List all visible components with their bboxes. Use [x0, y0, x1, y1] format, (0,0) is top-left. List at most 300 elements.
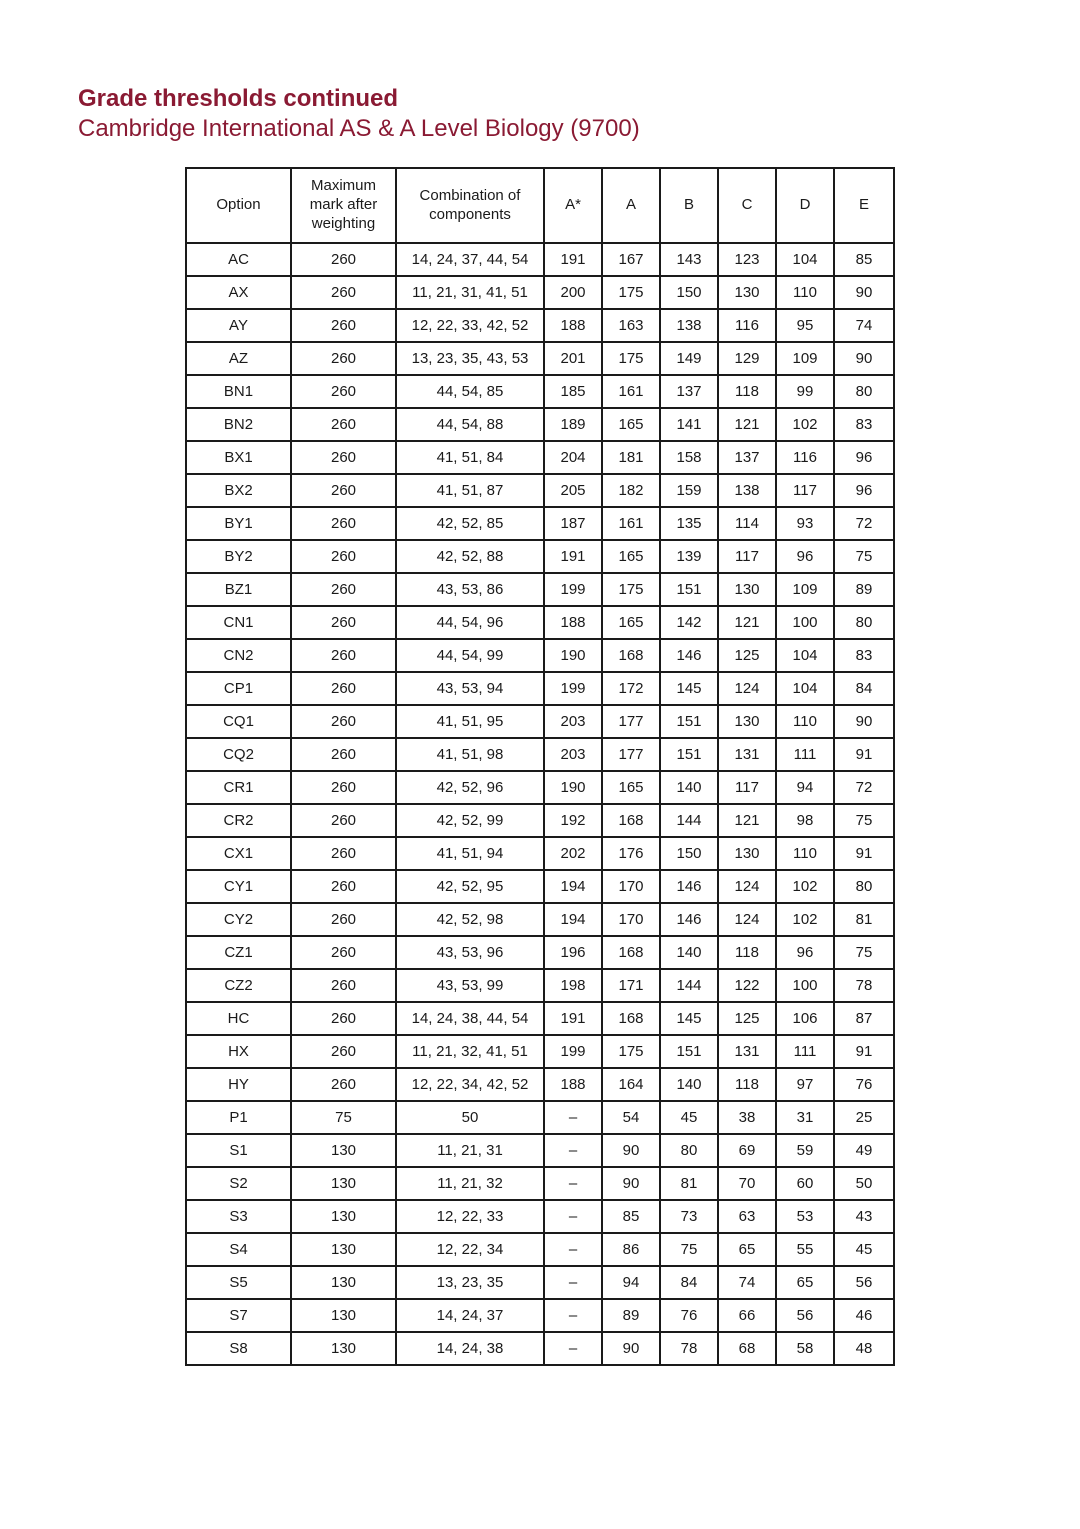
cell-d: 96 — [776, 936, 834, 969]
cell-e: 25 — [834, 1101, 894, 1134]
cell-a: 86 — [602, 1233, 660, 1266]
cell-max-mark: 130 — [291, 1200, 396, 1233]
cell-c: 38 — [718, 1101, 776, 1134]
cell-e: 96 — [834, 474, 894, 507]
cell-a: 161 — [602, 507, 660, 540]
cell-max-mark: 260 — [291, 342, 396, 375]
cell-components: 41, 51, 98 — [396, 738, 544, 771]
cell-b: 150 — [660, 276, 718, 309]
cell-option: S8 — [186, 1332, 291, 1365]
cell-c: 118 — [718, 936, 776, 969]
cell-d: 65 — [776, 1266, 834, 1299]
cell-components: 43, 53, 86 — [396, 573, 544, 606]
cell-a: 170 — [602, 903, 660, 936]
column-header-max-mark: Maximum mark after weighting — [291, 168, 396, 243]
cell-components: 13, 23, 35, 43, 53 — [396, 342, 544, 375]
cell-b: 149 — [660, 342, 718, 375]
cell-b: 146 — [660, 870, 718, 903]
cell-c: 121 — [718, 408, 776, 441]
cell-max-mark: 260 — [291, 573, 396, 606]
table-row — [186, 1068, 894, 1101]
cell-e: 96 — [834, 441, 894, 474]
cell-c: 130 — [718, 573, 776, 606]
cell-c: 66 — [718, 1299, 776, 1332]
cell-c: 130 — [718, 705, 776, 738]
column-header-a: A — [602, 168, 660, 243]
cell-option: CZ1 — [186, 936, 291, 969]
table-row — [186, 441, 894, 474]
cell-b: 146 — [660, 639, 718, 672]
cell-components: 41, 51, 95 — [396, 705, 544, 738]
cell-a-star: 204 — [544, 441, 602, 474]
cell-a: 181 — [602, 441, 660, 474]
cell-e: 75 — [834, 936, 894, 969]
table-row — [186, 969, 894, 1002]
cell-e: 74 — [834, 309, 894, 342]
cell-c: 131 — [718, 1035, 776, 1068]
cell-d: 96 — [776, 540, 834, 573]
cell-a: 89 — [602, 1299, 660, 1332]
cell-e: 84 — [834, 672, 894, 705]
table-row — [186, 771, 894, 804]
cell-c: 74 — [718, 1266, 776, 1299]
cell-b: 145 — [660, 1002, 718, 1035]
cell-option: S2 — [186, 1167, 291, 1200]
cell-a-star: 188 — [544, 309, 602, 342]
cell-a-star: 199 — [544, 1035, 602, 1068]
cell-components: 44, 54, 88 — [396, 408, 544, 441]
cell-components: 12, 22, 34 — [396, 1233, 544, 1266]
cell-a-star: – — [544, 1266, 602, 1299]
cell-option: S4 — [186, 1233, 291, 1266]
table-row — [186, 903, 894, 936]
cell-option: BZ1 — [186, 573, 291, 606]
cell-d: 104 — [776, 672, 834, 705]
cell-a-star: 201 — [544, 342, 602, 375]
cell-b: 141 — [660, 408, 718, 441]
cell-d: 95 — [776, 309, 834, 342]
cell-components: 41, 51, 87 — [396, 474, 544, 507]
table-row — [186, 1035, 894, 1068]
cell-a-star: – — [544, 1200, 602, 1233]
cell-d: 99 — [776, 375, 834, 408]
cell-option: CX1 — [186, 837, 291, 870]
cell-d: 116 — [776, 441, 834, 474]
cell-d: 111 — [776, 1035, 834, 1068]
cell-option: CR2 — [186, 804, 291, 837]
cell-a-star: – — [544, 1167, 602, 1200]
cell-max-mark: 260 — [291, 870, 396, 903]
cell-a-star: 194 — [544, 870, 602, 903]
cell-e: 85 — [834, 243, 894, 276]
cell-max-mark: 130 — [291, 1167, 396, 1200]
cell-a: 175 — [602, 342, 660, 375]
table-row — [186, 243, 894, 276]
cell-c: 65 — [718, 1233, 776, 1266]
cell-max-mark: 260 — [291, 969, 396, 1002]
cell-a: 172 — [602, 672, 660, 705]
cell-a: 168 — [602, 804, 660, 837]
cell-c: 121 — [718, 804, 776, 837]
cell-option: BX2 — [186, 474, 291, 507]
cell-option: BY1 — [186, 507, 291, 540]
cell-option: HY — [186, 1068, 291, 1101]
cell-option: AX — [186, 276, 291, 309]
cell-option: CY2 — [186, 903, 291, 936]
cell-c: 123 — [718, 243, 776, 276]
cell-d: 94 — [776, 771, 834, 804]
cell-components: 44, 54, 96 — [396, 606, 544, 639]
cell-b: 151 — [660, 1035, 718, 1068]
cell-option: S1 — [186, 1134, 291, 1167]
cell-d: 109 — [776, 342, 834, 375]
table-row — [186, 276, 894, 309]
table-row — [186, 672, 894, 705]
cell-option: CY1 — [186, 870, 291, 903]
cell-d: 102 — [776, 903, 834, 936]
cell-max-mark: 260 — [291, 705, 396, 738]
cell-c: 125 — [718, 1002, 776, 1035]
cell-a: 90 — [602, 1332, 660, 1365]
table-row — [186, 1101, 894, 1134]
cell-a-star: 188 — [544, 606, 602, 639]
page-title: Grade thresholds continued — [78, 85, 399, 112]
cell-e: 91 — [834, 1035, 894, 1068]
cell-e: 72 — [834, 507, 894, 540]
table-row — [186, 1299, 894, 1332]
cell-b: 144 — [660, 969, 718, 1002]
table-row — [186, 1200, 894, 1233]
cell-c: 117 — [718, 771, 776, 804]
table-row — [186, 705, 894, 738]
cell-a-star: 191 — [544, 540, 602, 573]
cell-e: 89 — [834, 573, 894, 606]
cell-a-star: 196 — [544, 936, 602, 969]
cell-option: HC — [186, 1002, 291, 1035]
cell-option: S5 — [186, 1266, 291, 1299]
cell-max-mark: 260 — [291, 936, 396, 969]
cell-components: 42, 52, 88 — [396, 540, 544, 573]
cell-max-mark: 260 — [291, 408, 396, 441]
column-header-c: C — [718, 168, 776, 243]
cell-b: 151 — [660, 705, 718, 738]
cell-e: 48 — [834, 1332, 894, 1365]
cell-a-star: 198 — [544, 969, 602, 1002]
cell-a: 177 — [602, 705, 660, 738]
cell-components: 43, 53, 96 — [396, 936, 544, 969]
cell-a-star: – — [544, 1332, 602, 1365]
cell-components: 14, 24, 38 — [396, 1332, 544, 1365]
cell-max-mark: 130 — [291, 1134, 396, 1167]
cell-option: BX1 — [186, 441, 291, 474]
cell-max-mark: 130 — [291, 1299, 396, 1332]
cell-a: 175 — [602, 276, 660, 309]
cell-e: 83 — [834, 408, 894, 441]
cell-d: 106 — [776, 1002, 834, 1035]
cell-components: 43, 53, 94 — [396, 672, 544, 705]
grade-thresholds-table — [185, 167, 895, 1366]
column-header-option: Option — [186, 168, 291, 243]
cell-b: 135 — [660, 507, 718, 540]
cell-components: 42, 52, 98 — [396, 903, 544, 936]
cell-b: 76 — [660, 1299, 718, 1332]
cell-d: 104 — [776, 639, 834, 672]
table-row — [186, 1002, 894, 1035]
cell-max-mark: 260 — [291, 276, 396, 309]
cell-e: 81 — [834, 903, 894, 936]
cell-a-star: – — [544, 1134, 602, 1167]
cell-c: 137 — [718, 441, 776, 474]
cell-components: 11, 21, 32, 41, 51 — [396, 1035, 544, 1068]
cell-e: 80 — [834, 870, 894, 903]
cell-e: 75 — [834, 804, 894, 837]
cell-a: 177 — [602, 738, 660, 771]
cell-components: 12, 22, 34, 42, 52 — [396, 1068, 544, 1101]
cell-d: 93 — [776, 507, 834, 540]
cell-max-mark: 260 — [291, 606, 396, 639]
cell-a-star: – — [544, 1101, 602, 1134]
cell-max-mark: 260 — [291, 771, 396, 804]
cell-e: 49 — [834, 1134, 894, 1167]
column-header-b: B — [660, 168, 718, 243]
cell-b: 45 — [660, 1101, 718, 1134]
cell-components: 42, 52, 96 — [396, 771, 544, 804]
table-row — [186, 738, 894, 771]
column-header-a-star: A* — [544, 168, 602, 243]
cell-a-star: – — [544, 1233, 602, 1266]
cell-e: 90 — [834, 276, 894, 309]
cell-components: 42, 52, 95 — [396, 870, 544, 903]
cell-max-mark: 260 — [291, 639, 396, 672]
cell-e: 80 — [834, 375, 894, 408]
cell-b: 158 — [660, 441, 718, 474]
cell-a: 168 — [602, 936, 660, 969]
cell-a: 164 — [602, 1068, 660, 1101]
cell-a-star: 190 — [544, 771, 602, 804]
page-subtitle: Cambridge International AS & A Level Biology (9700) — [78, 115, 640, 142]
cell-e: 43 — [834, 1200, 894, 1233]
cell-a: 171 — [602, 969, 660, 1002]
cell-e: 45 — [834, 1233, 894, 1266]
cell-option: CZ2 — [186, 969, 291, 1002]
cell-d: 56 — [776, 1299, 834, 1332]
cell-components: 43, 53, 99 — [396, 969, 544, 1002]
cell-components: 41, 51, 94 — [396, 837, 544, 870]
cell-a: 168 — [602, 1002, 660, 1035]
cell-b: 140 — [660, 1068, 718, 1101]
cell-c: 118 — [718, 375, 776, 408]
cell-e: 75 — [834, 540, 894, 573]
cell-a: 90 — [602, 1167, 660, 1200]
cell-a: 161 — [602, 375, 660, 408]
cell-d: 100 — [776, 969, 834, 1002]
cell-option: BN1 — [186, 375, 291, 408]
cell-c: 68 — [718, 1332, 776, 1365]
cell-b: 150 — [660, 837, 718, 870]
table-row — [186, 936, 894, 969]
table-row — [186, 870, 894, 903]
cell-a-star: 194 — [544, 903, 602, 936]
cell-e: 56 — [834, 1266, 894, 1299]
cell-c: 121 — [718, 606, 776, 639]
cell-option: AY — [186, 309, 291, 342]
cell-b: 151 — [660, 738, 718, 771]
cell-d: 100 — [776, 606, 834, 639]
cell-option: BN2 — [186, 408, 291, 441]
table-header-row — [186, 168, 894, 243]
cell-b: 159 — [660, 474, 718, 507]
cell-max-mark: 75 — [291, 1101, 396, 1134]
cell-a: 170 — [602, 870, 660, 903]
cell-c: 124 — [718, 903, 776, 936]
column-header-e: E — [834, 168, 894, 243]
cell-a: 175 — [602, 573, 660, 606]
cell-a-star: 203 — [544, 705, 602, 738]
cell-components: 11, 21, 32 — [396, 1167, 544, 1200]
cell-a-star: 191 — [544, 243, 602, 276]
cell-d: 58 — [776, 1332, 834, 1365]
cell-a-star: 192 — [544, 804, 602, 837]
table-row — [186, 474, 894, 507]
cell-c: 124 — [718, 672, 776, 705]
cell-components: 44, 54, 85 — [396, 375, 544, 408]
cell-c: 69 — [718, 1134, 776, 1167]
cell-e: 91 — [834, 837, 894, 870]
cell-option: CQ2 — [186, 738, 291, 771]
table-row — [186, 309, 894, 342]
cell-a: 168 — [602, 639, 660, 672]
cell-a-star: 185 — [544, 375, 602, 408]
cell-b: 139 — [660, 540, 718, 573]
cell-c: 129 — [718, 342, 776, 375]
cell-a: 54 — [602, 1101, 660, 1134]
cell-d: 111 — [776, 738, 834, 771]
cell-a: 163 — [602, 309, 660, 342]
cell-a-star: 200 — [544, 276, 602, 309]
cell-max-mark: 260 — [291, 507, 396, 540]
cell-max-mark: 260 — [291, 804, 396, 837]
cell-option: S7 — [186, 1299, 291, 1332]
cell-option: CN1 — [186, 606, 291, 639]
cell-c: 63 — [718, 1200, 776, 1233]
cell-d: 31 — [776, 1101, 834, 1134]
cell-c: 117 — [718, 540, 776, 573]
cell-components: 13, 23, 35 — [396, 1266, 544, 1299]
cell-max-mark: 260 — [291, 1002, 396, 1035]
cell-b: 142 — [660, 606, 718, 639]
cell-a-star: 203 — [544, 738, 602, 771]
cell-max-mark: 260 — [291, 441, 396, 474]
cell-c: 138 — [718, 474, 776, 507]
table-row — [186, 540, 894, 573]
cell-b: 140 — [660, 936, 718, 969]
cell-d: 55 — [776, 1233, 834, 1266]
cell-max-mark: 260 — [291, 540, 396, 573]
cell-c: 118 — [718, 1068, 776, 1101]
cell-option: CN2 — [186, 639, 291, 672]
cell-b: 75 — [660, 1233, 718, 1266]
cell-b: 81 — [660, 1167, 718, 1200]
cell-max-mark: 130 — [291, 1266, 396, 1299]
table-row — [186, 507, 894, 540]
table-row — [186, 1266, 894, 1299]
cell-a: 167 — [602, 243, 660, 276]
cell-components: 14, 24, 37 — [396, 1299, 544, 1332]
cell-components: 42, 52, 99 — [396, 804, 544, 837]
cell-d: 110 — [776, 837, 834, 870]
cell-e: 78 — [834, 969, 894, 1002]
cell-a-star: 202 — [544, 837, 602, 870]
cell-e: 90 — [834, 342, 894, 375]
table-row — [186, 375, 894, 408]
cell-e: 72 — [834, 771, 894, 804]
cell-b: 151 — [660, 573, 718, 606]
cell-max-mark: 260 — [291, 474, 396, 507]
cell-max-mark: 260 — [291, 309, 396, 342]
cell-a: 90 — [602, 1134, 660, 1167]
cell-components: 11, 21, 31 — [396, 1134, 544, 1167]
cell-d: 110 — [776, 276, 834, 309]
cell-c: 124 — [718, 870, 776, 903]
cell-a: 94 — [602, 1266, 660, 1299]
cell-components: 12, 22, 33 — [396, 1200, 544, 1233]
cell-option: BY2 — [186, 540, 291, 573]
cell-e: 50 — [834, 1167, 894, 1200]
cell-a-star: 190 — [544, 639, 602, 672]
cell-a: 165 — [602, 540, 660, 573]
cell-b: 144 — [660, 804, 718, 837]
cell-e: 83 — [834, 639, 894, 672]
table-row — [186, 342, 894, 375]
cell-a: 85 — [602, 1200, 660, 1233]
column-header-components: Combination of components — [396, 168, 544, 243]
table-row — [186, 408, 894, 441]
cell-option: CR1 — [186, 771, 291, 804]
column-header-d: D — [776, 168, 834, 243]
cell-e: 91 — [834, 738, 894, 771]
cell-components: 42, 52, 85 — [396, 507, 544, 540]
cell-b: 80 — [660, 1134, 718, 1167]
cell-e: 76 — [834, 1068, 894, 1101]
cell-d: 110 — [776, 705, 834, 738]
cell-e: 80 — [834, 606, 894, 639]
cell-c: 130 — [718, 276, 776, 309]
cell-c: 116 — [718, 309, 776, 342]
cell-option: P1 — [186, 1101, 291, 1134]
cell-a: 182 — [602, 474, 660, 507]
cell-b: 138 — [660, 309, 718, 342]
cell-max-mark: 260 — [291, 903, 396, 936]
cell-a-star: 187 — [544, 507, 602, 540]
cell-option: AZ — [186, 342, 291, 375]
cell-b: 73 — [660, 1200, 718, 1233]
cell-c: 70 — [718, 1167, 776, 1200]
cell-max-mark: 260 — [291, 243, 396, 276]
table-row — [186, 837, 894, 870]
cell-b: 78 — [660, 1332, 718, 1365]
cell-max-mark: 260 — [291, 1068, 396, 1101]
cell-c: 130 — [718, 837, 776, 870]
cell-c: 131 — [718, 738, 776, 771]
cell-e: 46 — [834, 1299, 894, 1332]
table-row — [186, 573, 894, 606]
cell-d: 117 — [776, 474, 834, 507]
cell-components: 41, 51, 84 — [396, 441, 544, 474]
cell-c: 122 — [718, 969, 776, 1002]
cell-a: 165 — [602, 408, 660, 441]
cell-c: 114 — [718, 507, 776, 540]
cell-a: 176 — [602, 837, 660, 870]
